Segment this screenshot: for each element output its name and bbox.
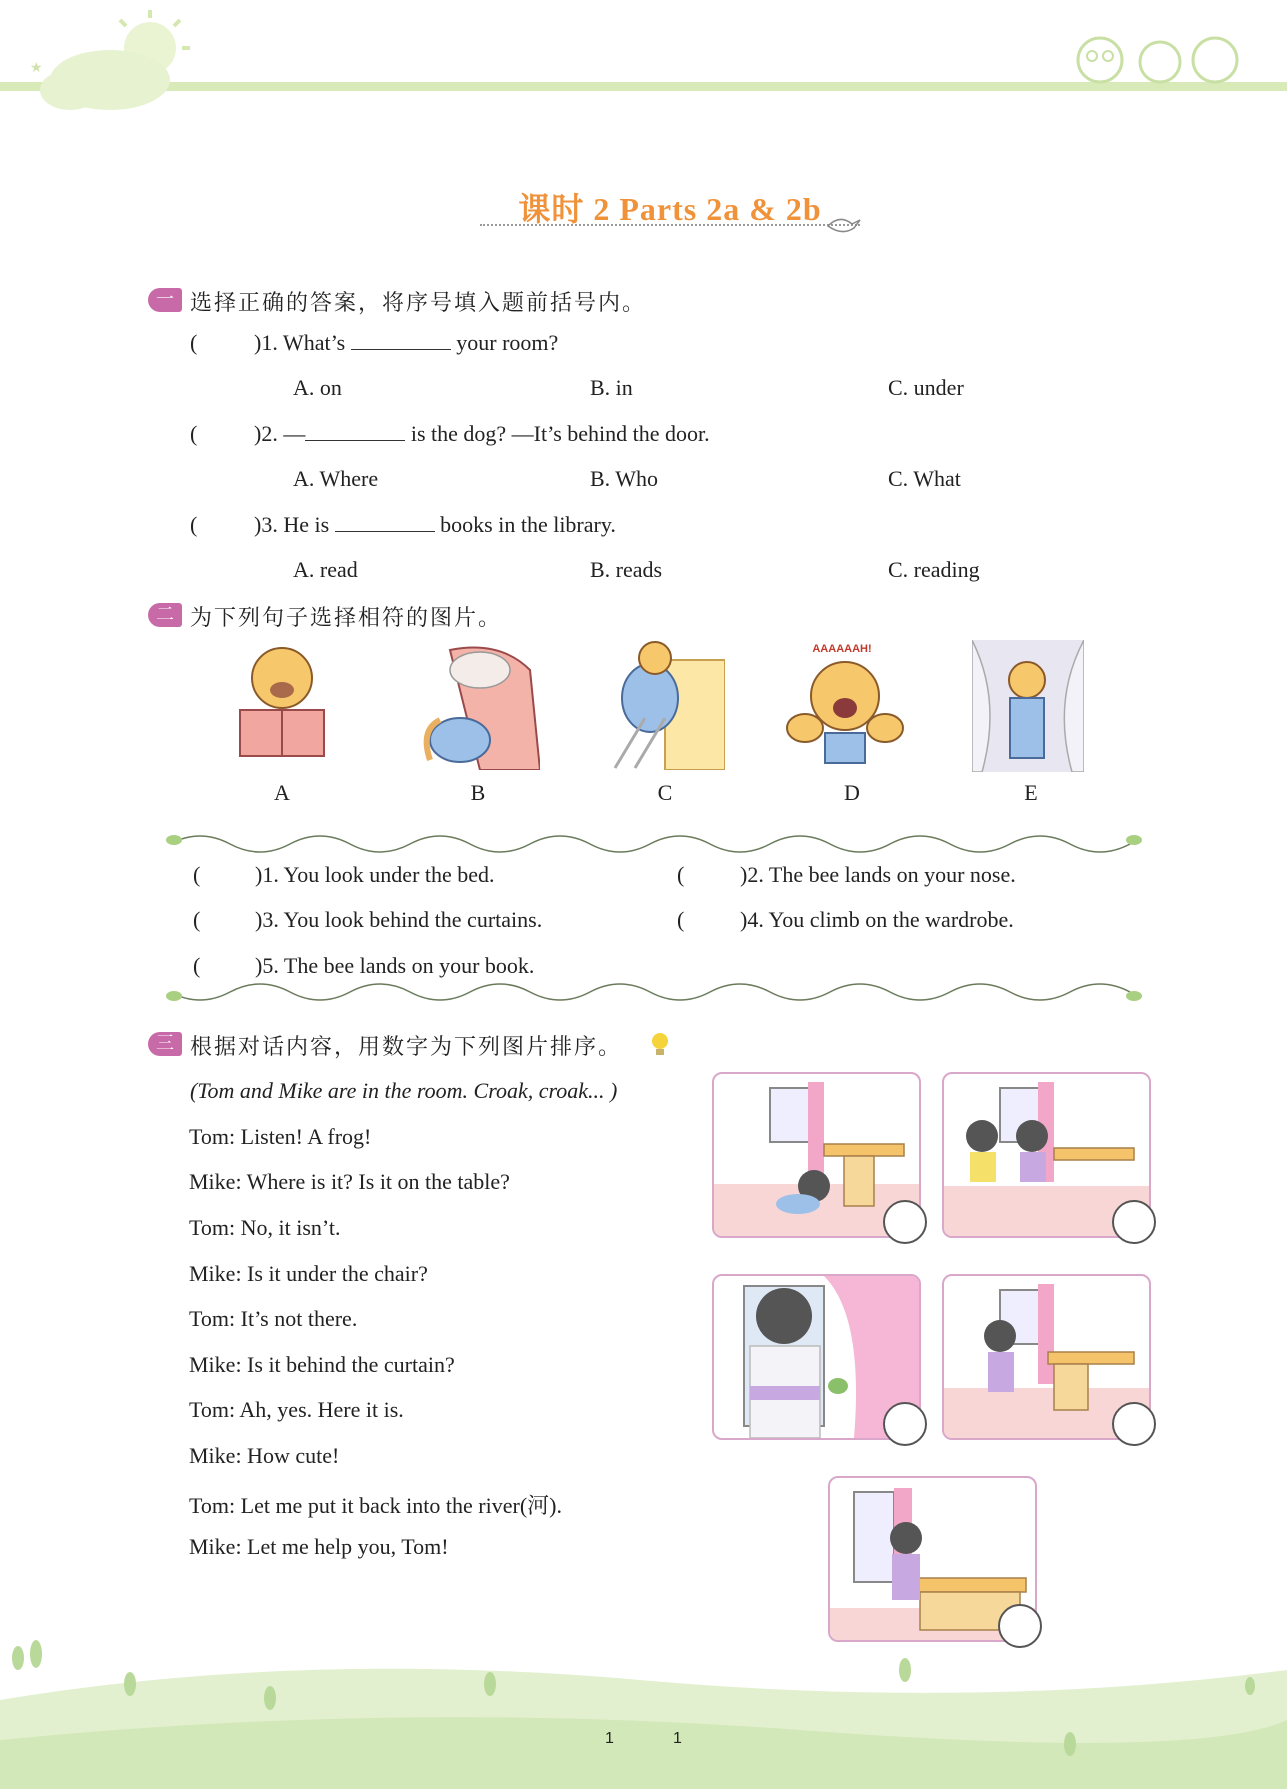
- sentence-3: )3. You look behind the curtains.: [255, 907, 543, 932]
- dialog-line-10: Mike: Let me help you, Tom!: [189, 1534, 449, 1559]
- section-1-instruction: 选择正确的答案，将序号填入题前括号内。: [190, 291, 647, 316]
- question-2-stem: )2. —: [254, 421, 306, 446]
- answer-blank[interactable]: [305, 422, 405, 441]
- lightbulb-icon: [648, 1030, 672, 1058]
- dialog-line-4: Mike: Is it under the chair?: [189, 1261, 428, 1286]
- picture-b-tiger-under-bed: [410, 640, 540, 770]
- dialog-line-6: Mike: Is it behind the curtain?: [189, 1352, 455, 1377]
- vine-border-top: [160, 826, 1150, 858]
- sentence-4: )4. You climb on the wardrobe.: [740, 907, 1014, 932]
- option-1b[interactable]: B. in: [590, 375, 633, 400]
- dialog-line-0: (Tom and Mike are in the room. Croak, croak... ): [190, 1078, 618, 1103]
- sentence-5: )5. The bee lands on your book.: [255, 953, 535, 978]
- animal-faces-icon: [1060, 20, 1260, 90]
- bird-icon: [826, 212, 862, 236]
- dialog-line-5: Tom: It’s not there.: [189, 1306, 358, 1331]
- answer-paren-open: (: [677, 907, 685, 932]
- question-2: [254, 421, 710, 447]
- answer-blank[interactable]: [351, 331, 451, 350]
- picture-label-a: A: [274, 780, 290, 805]
- picture-d-caption: AAAAAAH!: [812, 643, 872, 655]
- page-number-left: 1: [605, 1730, 614, 1747]
- section-2-instruction: 为下列句子选择相符的图片。: [190, 606, 503, 631]
- question-1-stem: )1. What’s: [254, 330, 346, 355]
- order-circle-1[interactable]: [883, 1200, 927, 1244]
- option-3a[interactable]: A. read: [293, 557, 358, 582]
- order-circle-2[interactable]: [1112, 1200, 1156, 1244]
- dialog-line-2: Mike: Where is it? Is it on the table?: [189, 1169, 510, 1194]
- option-2c[interactable]: C. What: [888, 466, 961, 491]
- page-title: 课时 2 Parts 2a & 2b: [518, 191, 822, 227]
- answer-blank[interactable]: [335, 513, 435, 532]
- question-3-tail: books in the library.: [440, 512, 616, 537]
- sentence-1: )1. You look under the bed.: [255, 862, 495, 887]
- section-1-badge: 一: [148, 288, 182, 312]
- option-2b[interactable]: B. Who: [590, 466, 659, 491]
- picture-label-e: E: [1024, 780, 1038, 805]
- picture-label-d: D: [844, 780, 860, 805]
- question-3: [254, 512, 616, 538]
- order-circle-3[interactable]: [883, 1402, 927, 1446]
- picture-c-tiger-climbing-wardrobe: [605, 638, 725, 770]
- answer-paren-open: (: [677, 862, 685, 887]
- vine-border-bottom: [160, 978, 1150, 1010]
- section-3-badge: 三: [148, 1032, 182, 1056]
- svg-text:★: ★: [30, 61, 43, 76]
- dialog-line-9: Tom: Let me put it back into the river(河).: [189, 1493, 562, 1518]
- sentence-2: )2. The bee lands on your nose.: [740, 862, 1016, 887]
- dialog-line-7: Tom: Ah, yes. Here it is.: [189, 1397, 404, 1422]
- question-1: [254, 330, 558, 356]
- picture-label-c: C: [657, 780, 673, 805]
- answer-paren-open: (: [193, 953, 201, 978]
- answer-paren-open: (: [190, 330, 198, 355]
- picture-e-tiger-behind-curtains: [972, 640, 1084, 772]
- option-1a[interactable]: A. on: [293, 375, 342, 400]
- answer-paren-open: (: [190, 512, 198, 537]
- option-2a[interactable]: A. Where: [293, 466, 379, 491]
- picture-a-tiger-reading: [222, 640, 342, 760]
- section-2-badge: 二: [148, 603, 182, 627]
- section-3-instruction: 根据对话内容，用数字为下列图片排序。: [190, 1035, 623, 1060]
- answer-paren-open: (: [193, 907, 201, 932]
- picture-d-tiger-screaming: [780, 638, 910, 766]
- question-2-tail: is the dog? —It’s behind the door.: [410, 421, 710, 446]
- bottom-hill-decoration: [0, 1640, 1287, 1789]
- question-1-tail: your room?: [456, 330, 559, 355]
- dialog-line-8: Mike: How cute!: [189, 1443, 340, 1468]
- answer-paren-open: (: [190, 421, 198, 446]
- picture-label-b: B: [470, 780, 486, 805]
- order-circle-4[interactable]: [1112, 1402, 1156, 1446]
- option-3c[interactable]: C. reading: [888, 557, 980, 582]
- page-number-right: 1: [673, 1730, 682, 1747]
- option-3b[interactable]: B. reads: [590, 557, 663, 582]
- cloud-sun-icon: [0, 0, 200, 120]
- question-3-stem: )3. He is: [254, 512, 330, 537]
- answer-paren-open: (: [193, 862, 201, 887]
- dialog-line-1: Tom: Listen! A frog!: [189, 1124, 372, 1149]
- option-1c[interactable]: C. under: [888, 375, 964, 400]
- title-underline: [480, 224, 860, 226]
- dialog-line-3: Tom: No, it isn’t.: [189, 1215, 341, 1240]
